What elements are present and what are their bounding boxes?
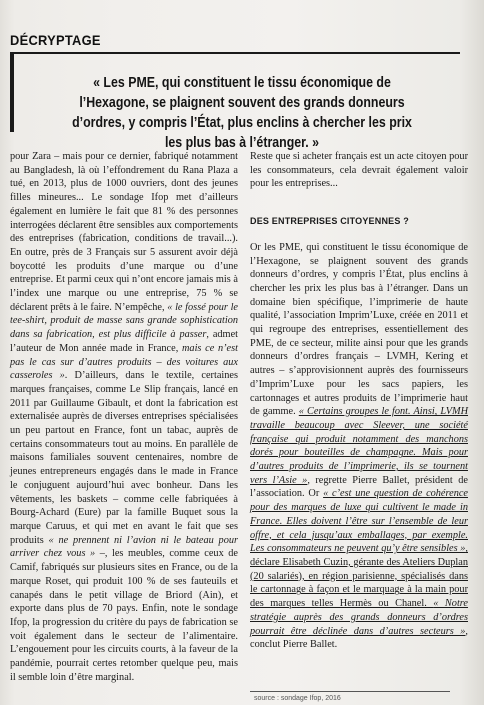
left-paragraph [10, 150, 238, 684]
text-run: . D’ailleurs, dans le textile, certaines marques françaises, comme Le Slip français, lancé en 2011 par Guillaume Gibault, et dont la fabrication est externalisée auprès de diverses entreprises spécialisées un peu partout en France, font un tabac, auprès de certains consommateurs tout au moins. En parallèle de maisons familiales souvent centenaires, nombre de jeunes entrepreneurs engagés dans le made in France le conjuguent aujourd’hui avec bonheur. Dans les vêtements, les baskets – comme celle fabriquées à Bourg-Achard (Eure) par la famille Buquet sous la marque Caruus, et qui met en avant le fait que ses produits [10, 370, 238, 546]
quote-run: « ne prennent ni l’avion ni le bateau pour arriver chez vous » [10, 534, 239, 560]
text-run: , déclare Elisabeth Cuzin, gérante des Ateliers Duplan (20 salariés), en région parisienne, spécialisés dans le cartonnage à façon et le marquage à la main pour des marques telles Hermès ou Chanel. [250, 543, 468, 610]
subheading: DES ENTREPRISES CITOYENNES ? [250, 216, 409, 227]
text-run: –, les meubles, comme ceux de Camif, fabriqués sur plusieurs sites en France, ou de la marque Roset, qui produit 100 % de ses fauteuils et canapés dans le petit village de Briord (Ain), et exporte dans plus de 70 pays. Enfin, note le sondage Ifop, la progression du critère du pays de fabrication se voit également dans le secteur de l’alimentaire. L’engouement pour les circuits courts, à la faveur de la pandémie, pourrait certes retomber quelque peu, mais il semble loin d’être marginal. [10, 548, 238, 683]
quote-run: « le fossé pour le tee-shirt, produit de masse sans grande sophistication dans sa fabrication, est plus difficile à passer [10, 301, 238, 341]
intro-paragraph: Reste que si acheter français est un acte citoyen pour les consommateurs, cela devrait également valoir pour les entreprises... [250, 151, 468, 190]
quote-run: mais ce n’est pas le cas sur d’autres produits – des voitures aux casseroles » [10, 342, 238, 382]
text-run: pour Zara – mais pour ce dernier, fabriqué notamment au Bangladesh, là où l’effondrement du Rana Plaza a tué, en 2013, plus de 1000 ouvriers, dont des jeunes filles mineures... Le sondage Ifop met d’ailleurs également en lumière le fait que 81 % des personnes interrogées déclarent être sensibles aux comportements des entreprises (fabrication, conditions de travail...). En outre, près de 3 Français sur 5 assurent avoir déjà boycotté les produits d’une marque ou d’une entreprise. Et parmi ceux qui n’ont encore jamais mis à l’index une marque ou une entreprise, 75 % se déclarent prêts à le faire. N’empêche, [10, 151, 238, 313]
quote-run: « Notre stratégie auprès des grands donneurs d’ordres pourrait être déclinée dans d’autres secteurs » [250, 598, 469, 637]
left-column [10, 150, 238, 684]
text-run: Or les PME, qui constituent le tissu économique de l’Hexagone, se plaignent souvent des grands donneurs d’ordres, y compris l’État, plus enclins à chercher les prix les plus bas à l’étranger. Dans un domaine bien spécifique, l’imprimerie de haute qualité, l’association Imprim’Luxe, créée en 2011 et qui regroupe des entreprises, essentiellement des PME, de ce secteur, milite ainsi pour que les grands donneurs d’ordres français – LVMH, Kering et autres – s’approvisionnent auprès des fournisseurs d’Imprim’Luxe pour les sacs papiers, les cartonnages et autres produits de l’imprimerie haut de gamme. [250, 241, 468, 418]
source-rule [250, 691, 450, 692]
header-rule [10, 52, 460, 54]
right-paragraph [250, 241, 468, 652]
right-column [250, 150, 468, 652]
section-header: DÉCRYPTAGE [10, 32, 101, 48]
text-run: , regrette Pierre Ballet, président de l’association. Or [250, 474, 468, 500]
source-note: source : sondage Ifop, 2016 [254, 695, 341, 702]
pullquote: « Les PME, qui constituent le tissu économique de l’Hexagone, se plaignent souvent des grands donneurs d’ordres, y compris l’État, plus enclins à chercher les prix les plus bas à l’étranger. » [72, 75, 412, 151]
text-run: , admet l’auteur de Mon année made in France, [10, 329, 238, 354]
quote-run: « Certains groupes le font. Ainsi, LVMH travaille beaucoup avec Sleever, une société française qui produit notamment des manchons dorés pour bouteilles de champagne. Mais pour d’autres produits de l’imprimerie, ils se tournent vers l’Asie » [250, 406, 469, 486]
text-run: , conclut Pierre Ballet. [250, 625, 468, 651]
pullquote-bar [10, 52, 14, 132]
quote-run: « c’est une question de cohérence pour des marques de luxe qui cultivent le made in France. Elles doivent l’être sur l’ensemble de leur offre, et cela jusqu’aux emballages, par exemple. Les consommateurs ne peuvent qu’y être sensibles » [250, 488, 468, 555]
